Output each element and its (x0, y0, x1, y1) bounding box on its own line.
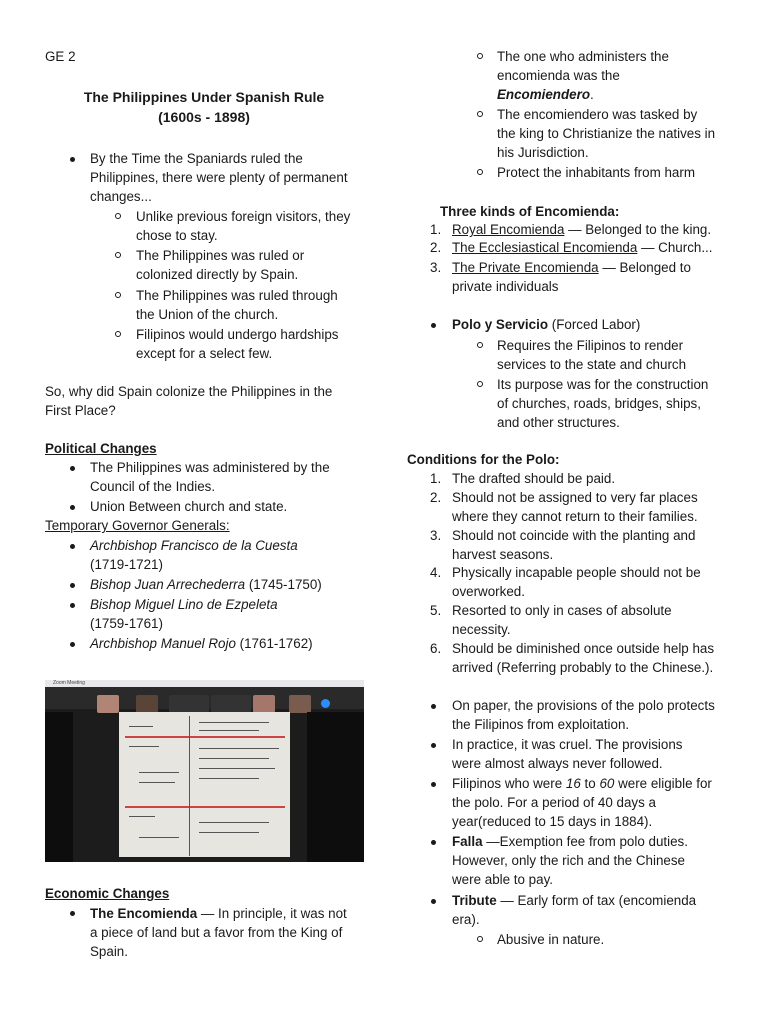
governor-name: Archbishop Francisco de la Cuesta (90, 538, 298, 553)
governor-years: (1745-1750) (248, 577, 322, 592)
governor-years: (1761-1762) (239, 636, 313, 651)
text-line: Philippines, there were plenty of permanent (90, 170, 348, 186)
text-line: The Philippines was ruled or (136, 248, 305, 263)
kind-desc: — Belonged to the king. (568, 222, 712, 237)
title-line-2: (1600s - 1898) (158, 109, 250, 125)
handwriting-mark (199, 758, 269, 759)
text-part: were eligible for (618, 776, 712, 791)
condition-3 (452, 526, 695, 564)
governor-4 (90, 634, 313, 653)
bullet-dot (70, 157, 75, 162)
governors-heading: Temporary Governor Generals: (45, 518, 230, 533)
text-part: —Exemption fee from polo duties. (486, 834, 688, 849)
window-caption: Zoom Meeting (53, 680, 85, 686)
text-line: chose to stay. (136, 228, 218, 244)
handwriting-mark (139, 772, 179, 773)
handwriting-mark (129, 816, 155, 817)
age-min: 16 (565, 776, 581, 791)
text-line: changes... (90, 189, 152, 205)
condition-5 (452, 601, 672, 639)
kind-3 (452, 258, 691, 296)
text-line: the king to Christianize the natives in (497, 126, 716, 142)
condition-2 (452, 488, 698, 526)
text-line: In practice, it was cruel. The provisions (452, 737, 683, 752)
political-item-1 (90, 458, 330, 496)
handwriting-mark (199, 822, 269, 823)
encomiendero-protect: Protect the inhabitants from harm (497, 165, 695, 180)
text-line: harvest seasons. (452, 547, 554, 563)
bullet-dot (431, 899, 436, 904)
list-number: 3. (430, 260, 442, 275)
kind-desc: — Church... (641, 240, 713, 255)
kind-name: The Ecclesiastical Encomienda (452, 240, 638, 255)
encomienda-term: The Encomienda (90, 906, 198, 921)
text-line: except for a select few. (136, 346, 273, 362)
timeline-line (125, 736, 285, 738)
handwriting-mark (129, 726, 153, 727)
political-item-2: Union Between church and state. (90, 499, 288, 514)
bullet-dot (431, 743, 436, 748)
text-line: the Filipinos from exploitation. (452, 717, 630, 733)
course-code: GE 2 (45, 49, 76, 64)
condition-4 (452, 563, 701, 601)
governor-name: Bishop Juan Arrechederra (90, 577, 246, 592)
handwriting-mark (199, 748, 279, 749)
list-number: 2. (430, 490, 442, 505)
sub-bullet-circle (115, 292, 121, 298)
text-line: year(reduced to 15 days in 1884). (452, 814, 653, 830)
text-line: However, only the rich and the Chinese (452, 853, 685, 869)
participant-thumbnail (253, 695, 275, 713)
text-part: Filipinos who were (452, 776, 563, 791)
condition-6 (452, 639, 714, 677)
text-line: Should not be assigned to very far places (452, 490, 698, 505)
text-line: his Jurisdiction. (497, 145, 589, 161)
handwriting-mark (199, 730, 259, 731)
text-line: So, why did Spain colonize the Philippines in the (45, 384, 333, 399)
text-line: The encomiendero was tasked by (497, 107, 698, 122)
note-practice (452, 735, 682, 773)
text-line: — In principle, it was not (200, 906, 347, 921)
text-line: a piece of land but a favor from the King of (90, 925, 343, 941)
text-line: By the Time the Spaniards ruled the (90, 151, 303, 166)
kind-desc: — Belonged to (602, 260, 691, 275)
bullet-dot (70, 544, 75, 549)
text-line: where they cannot return to their families. (452, 509, 698, 525)
handwritten-notes-photo (119, 712, 290, 857)
text-line: encomienda was the (497, 68, 620, 84)
text-line: and other structures. (497, 415, 620, 431)
list-number: 2. (430, 240, 442, 255)
governor-years: (1719-1721) (90, 557, 163, 573)
timeline-axis (189, 716, 190, 856)
list-number: 1. (430, 222, 442, 237)
kinds-heading: Three kinds of Encomienda: (440, 204, 620, 219)
text-line: era). (452, 912, 480, 928)
polo-sub-2 (497, 375, 708, 433)
text-line: Its purpose was for the construction (497, 377, 709, 392)
kind-name: Royal Encomienda (452, 222, 565, 237)
bullet-dot (70, 583, 75, 588)
participant-thumbnail (97, 695, 119, 713)
conditions-heading: Conditions for the Polo: (407, 452, 560, 467)
note-falla (452, 832, 688, 890)
list-number: 4. (430, 565, 442, 580)
list-number: 3. (430, 528, 442, 543)
text-line: the polo. For a period of 40 days a (452, 795, 656, 811)
list-number: 5. (430, 603, 442, 618)
falla-term: Falla (452, 834, 483, 849)
text-line: Resorted to only in cases of absolute (452, 603, 672, 618)
text-line: were almost always never followed. (452, 756, 663, 772)
text-part: — Early form of tax (encomienda (500, 893, 697, 908)
bullet-dot (431, 782, 436, 787)
bullet-dot (70, 911, 75, 916)
window-title-bar (45, 680, 364, 687)
sub-bullet-circle (477, 53, 483, 59)
sub-bullet-circle (477, 936, 483, 942)
handwriting-mark (139, 837, 179, 838)
bullet-dot (431, 840, 436, 845)
kind-2 (452, 238, 713, 257)
text-line: colonized directly by Spain. (136, 267, 299, 283)
text-line: necessity. (452, 622, 511, 638)
text-line: Should be diminished once outside help has (452, 641, 715, 656)
video-side-panel (45, 712, 73, 862)
polo-item (452, 315, 640, 334)
text-line: Filipinos would undergo hardships (136, 327, 339, 342)
intro-sub-1 (136, 207, 350, 245)
list-number: 6. (430, 641, 442, 656)
sub-bullet-circle (477, 381, 483, 387)
intro-sub-4 (136, 325, 338, 363)
political-heading: Political Changes (45, 441, 157, 456)
handwriting-mark (199, 832, 259, 833)
text-line: Council of the Indies. (90, 479, 216, 495)
encomiendero-item: The one who administers the encomienda was the Encomiendero. (497, 49, 669, 103)
governor-years: (1759-1761) (90, 616, 163, 632)
kind-name: The Private Encomienda (452, 260, 599, 275)
text-line: The Philippines was administered by the (90, 460, 330, 475)
video-side-panel (307, 712, 364, 862)
text-line: On paper, the provisions of the polo protects (452, 698, 715, 713)
tribute-sub: Abusive in nature. (497, 932, 605, 947)
participant-thumbnail (169, 695, 209, 713)
handwriting-mark (199, 722, 269, 723)
text-line: services to the state and church (497, 357, 687, 373)
text-line: Should not coincide with the planting and (452, 528, 696, 543)
text-line: overworked. (452, 584, 525, 600)
age-max: 60 (599, 776, 615, 791)
bullet-dot (431, 704, 436, 709)
text-line: First Place? (45, 403, 116, 419)
sub-bullet-circle (477, 169, 483, 175)
governor-2 (90, 575, 322, 594)
zoom-screenshot-image (45, 680, 364, 862)
text-line: Spain. (90, 944, 128, 960)
sub-bullet-circle (477, 111, 483, 117)
handwriting-mark (129, 746, 159, 747)
kind-desc: private individuals (452, 279, 559, 295)
kind-1 (452, 220, 711, 239)
condition-1: The drafted should be paid. (452, 471, 616, 486)
intro-sub-3 (136, 286, 338, 324)
polo-term: Polo y Servicio (452, 317, 549, 332)
text-line: Requires the Filipinos to render (497, 338, 684, 353)
sub-bullet-circle (477, 342, 483, 348)
governor-1 (90, 536, 298, 574)
sub-bullet-circle (115, 213, 121, 219)
zoom-status-icon (321, 699, 330, 708)
document-title (45, 87, 363, 127)
intro-sub-2 (136, 246, 304, 284)
text-line: arrived (Referring probably to the Chinese.). (452, 660, 714, 676)
participant-thumbnail (211, 695, 251, 713)
governor-name: Bishop Miguel Lino de Ezpeleta (90, 597, 278, 612)
bullet-dot (70, 466, 75, 471)
participant-thumbnail (136, 695, 158, 713)
text-line: Physically incapable people should not be (452, 565, 701, 580)
bullet-dot (70, 505, 75, 510)
text-line: the Union of the church. (136, 307, 279, 323)
economic-heading: Economic Changes (45, 886, 170, 901)
text-line: of churches, roads, bridges, ships, (497, 396, 701, 412)
bullet-dot (70, 642, 75, 647)
text-part: to (584, 776, 596, 791)
note-paper (452, 696, 715, 734)
encomiendero-term: Encomiendero (497, 87, 591, 103)
handwriting-mark (199, 778, 259, 779)
governor-3 (90, 595, 278, 633)
text-line: Unlike previous foreign visitors, they (136, 209, 351, 224)
question-paragraph (45, 382, 332, 420)
polo-paren: (Forced Labor) (551, 317, 641, 332)
handwriting-mark (199, 768, 275, 769)
governor-name: Archbishop Manuel Rojo (90, 636, 236, 651)
title-line-1: The Philippines Under Spanish Rule (83, 89, 325, 105)
note-eligible (452, 774, 712, 832)
tribute-term: Tribute (452, 893, 497, 908)
handwriting-mark (139, 782, 175, 783)
participant-thumbnail (289, 695, 311, 713)
text-line: were able to pay. (452, 872, 553, 888)
bullet-dot (431, 323, 436, 328)
note-tribute (452, 891, 696, 929)
polo-sub-1 (497, 336, 686, 374)
list-number: 1. (430, 471, 442, 486)
timeline-line (125, 806, 285, 808)
participant-strip (45, 687, 364, 709)
encomiendero-task (497, 105, 715, 163)
bullet-dot (70, 603, 75, 608)
text-line: The one who administers the (497, 49, 669, 64)
sub-bullet-circle (115, 252, 121, 258)
intro-bullet (90, 149, 348, 207)
text-line: The Philippines was ruled through (136, 288, 338, 303)
encomienda-item (90, 904, 347, 962)
sub-bullet-circle (115, 331, 121, 337)
